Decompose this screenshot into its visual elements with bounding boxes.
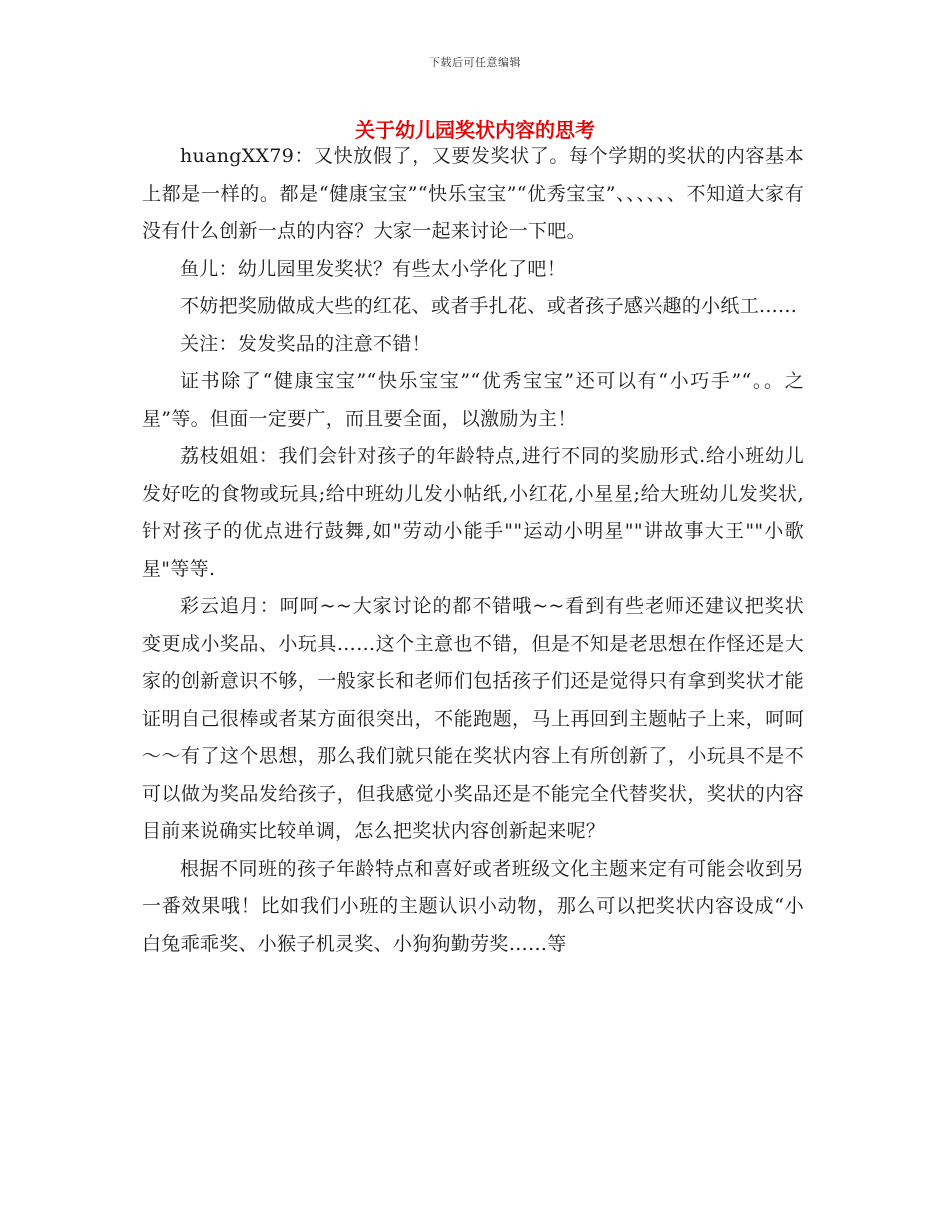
paragraph: 不妨把奖励做成大些的红花、或者手扎花、或者孩子感兴趣的小纸工...... — [180, 295, 798, 317]
paragraph: 根据不同班的孩子年龄特点和喜好或者班级文化主题来定有可能会收到另一番效果哦！比如我们小班的主题认识小动物，那么可以把奖状内容设成“小白兔乖乖奖、小猴子机灵奖、小狗狗勤劳奖……等 — [142, 857, 804, 955]
document-title: 关于幼儿园奖状内容的思考 — [355, 118, 595, 142]
page-header-note: 下载后可任意编辑 — [429, 56, 521, 69]
document-body — [142, 138, 804, 963]
paragraph: huangXX79：又快放假了，又要发奖状了。每个学期的奖状的内容基本上都是一样的。都是“健康宝宝”“快乐宝宝”“优秀宝宝”、、、、、、不知道大家有没有什么创新一点的内容？大家一起来讨论一下吧。 — [142, 145, 804, 242]
paragraph: 彩云追月：呵呵~~大家讨论的都不错哦~~看到有些老师还建议把奖状变更成小奖品、小玩具……这个主意也不错，但是不知是老思想在作怪还是大家的创新意识不够，一般家长和老师们包括孩子们还是觉得只有拿到奖状才能证明自己很棒或者某方面很突出，不能跑题，马上再回到主题帖子上来，呵呵～～有了这个思想，那么我们就只能在奖状内容上有所创新了，小玩具不是不可以做为奖品发给孩子，但我感觉小奖品还是不能完全代替奖状，奖状的内容目前来说确实比较单调，怎么把奖状内容创新起来呢？ — [142, 595, 804, 842]
paragraph: 荔枝姐姐：我们会针对孩子的年龄特点,进行不同的奖励形式.给小班幼儿发好吃的食物或玩具;给中班幼儿发小帖纸,小红花,小星星;给大班幼儿发奖状,针对孩子的优点进行鼓舞,如"劳动小能手""运动小明星""讲故事大王""小歌星"等等. — [142, 445, 804, 580]
paragraph: 鱼儿：幼儿园里发奖状？有些太小学化了吧！ — [180, 257, 567, 280]
paragraph: 证书除了“健康宝宝”“快乐宝宝”“优秀宝宝”还可以有“小巧手”“。。之星”等。但面一定要广，而且要全面，以激励为主！ — [142, 370, 804, 430]
paragraph: 关注：发发奖品的注意不错！ — [180, 332, 431, 355]
